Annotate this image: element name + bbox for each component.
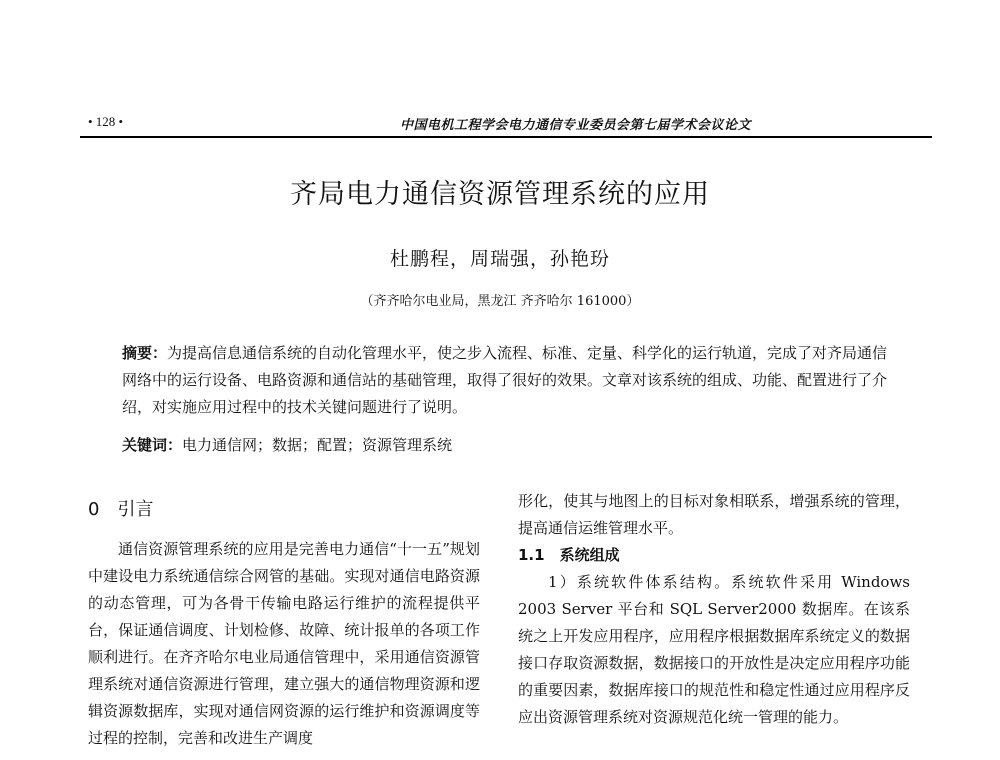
abstract [122,340,892,421]
affiliation: （齐齐哈尔电业局，黑龙江 齐齐哈尔 161000） [360,294,640,309]
introduction-paragraph: 通信资源管理系统的应用是完善电力通信“十一五”规划中建设电力系统通信综合网管的基础。实现对通信电路资源的动态管理，可为各骨干传输电路运行维护的流程提供平台，保证通信调度、计划检修、故障、统计报单的各项工作顺利进行。在齐齐哈尔电业局通信管理中，采用通信资源管理系统对通信资源进行管理，建立强大的通信物理资源和逻辑资源数据库，实现对通信网资源的运行维护和资源调度等过程的控制，完善和改进生产调度 [88,540,480,747]
running-header [80,114,930,134]
paper-title: 齐局电力通信资源管理系统的应用 [290,179,710,210]
authors: 杜鹏程，周瑞强，孙艳玢 [389,248,610,270]
left-column [88,494,480,752]
continuation-paragraph: 形化，使其与地图上的目标对象相联系，增强系统的管理，提高通信运维管理水平。 [518,492,910,537]
keywords-text: 电力通信网；数据；配置；资源管理系统 [182,436,453,454]
system-architecture-paragraph: 1）系统软件体系结构。系统软件采用 Windows 2003 Server 平台和 SQL Server2000 数据库。在该系统之上开发应用程序，应用程序根据数据库系统定义的数据接口存取资源数据，数据接口的开放性是决定应用程序功能的重要因素，数据库接口的规范性和稳定性通过应用程序反应出资源管理系统对资源规范化统一管理的能力。 [518,573,910,726]
right-column [518,488,910,731]
header-rule [80,136,932,138]
keywords-label: 关键词： [122,436,183,454]
page-number: • 128 • [88,114,124,129]
keywords [122,432,892,459]
subsection-heading-system-composition: 1.1 系统组成 [518,546,620,564]
section-heading-introduction: 0 引言 [88,499,154,520]
abstract-label: 摘要： [122,344,168,362]
journal-name: 中国电机工程学会电力通信专业委员会第七届学术会议论文 [400,118,752,133]
abstract-text: 为提高信息通信系统的自动化管理水平，使之步入流程、标准、定量、科学化的运行轨道，完成了对齐局通信网络中的运行设备、电路资源和通信站的基础管理，取得了很好的效果。文章对该系统的组成、功能、配置进行了介绍，对实施应用过程中的技术关键问题进行了说明。 [122,344,888,416]
